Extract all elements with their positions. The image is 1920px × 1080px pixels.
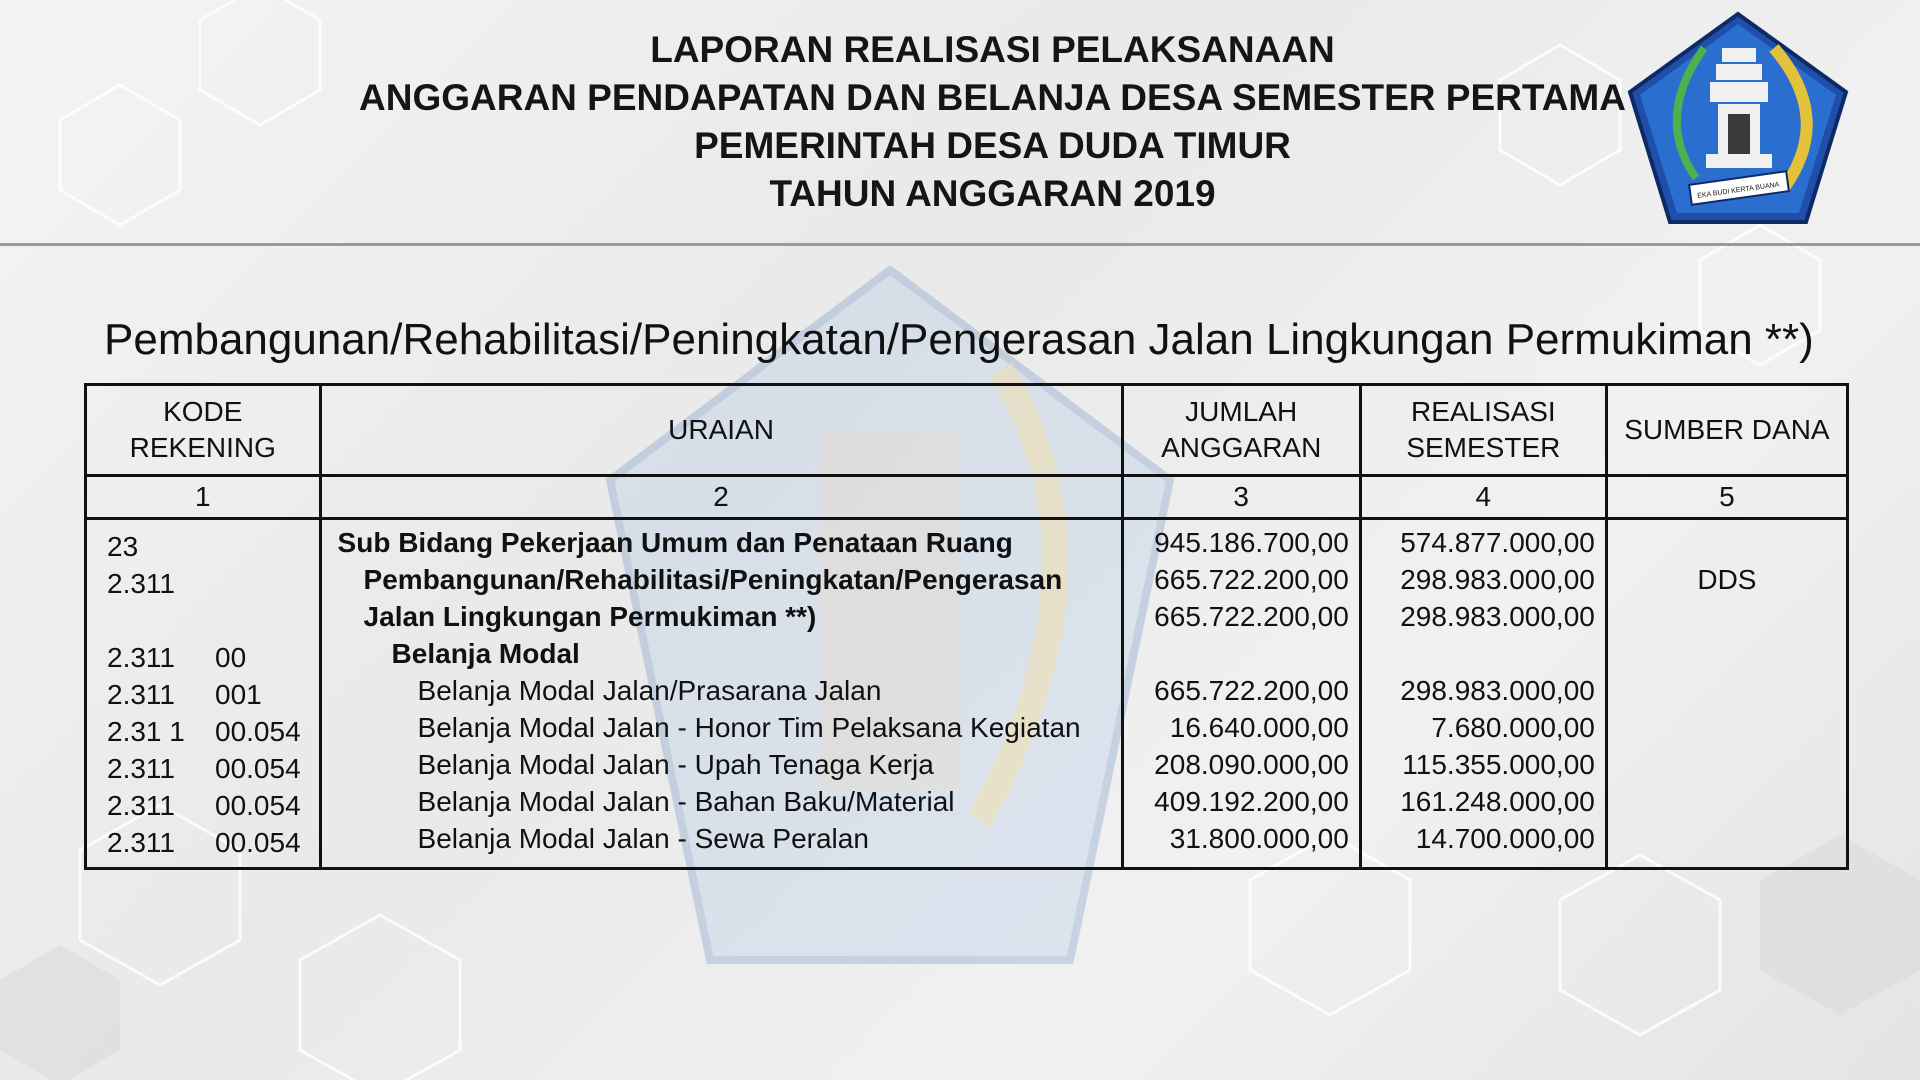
kode-row <box>87 750 319 787</box>
jumlah-value: 409.192.200,00 <box>1154 786 1349 817</box>
sumber-value <box>1608 746 1846 783</box>
sumber-value <box>1608 709 1846 746</box>
kode-row <box>87 639 319 676</box>
jumlah-value: 945.186.700,00 <box>1154 527 1349 558</box>
kode-row <box>87 787 319 824</box>
realisasi-value: 298.983.000,00 <box>1400 675 1595 706</box>
activity-subtitle: Pembangunan/Rehabilitasi/Peningkatan/Pengerasan Jalan Lingkungan Permukiman **) <box>104 315 1814 364</box>
uraian-sub-bidang: Sub Bidang Pekerjaan Umum dan Penataan Ruang <box>337 527 1013 558</box>
kode-main <box>107 602 215 639</box>
column-number: 3 <box>1122 476 1360 519</box>
jumlah-value: 16.640.000,00 <box>1169 712 1349 743</box>
column-number: 2 <box>320 476 1122 519</box>
jumlah-value: 665.722.200,00 <box>1154 675 1349 706</box>
realisasi-semester-column <box>1360 519 1606 869</box>
column-number: 5 <box>1606 476 1847 519</box>
realisasi-value: 574.877.000,00 <box>1400 527 1595 558</box>
kode-sub: 00.054 <box>215 790 301 821</box>
realisasi-value: 298.983.000,00 <box>1400 601 1595 632</box>
header-sumber-dana: SUMBER DANA <box>1606 385 1847 476</box>
realisasi-value: 298.983.000,00 <box>1400 564 1595 595</box>
kode-main: 23 <box>107 531 139 562</box>
uraian-kegiatan-cont: Jalan Lingkungan Permukiman **) <box>363 601 817 632</box>
jumlah-value: 208.090.000,00 <box>1154 749 1349 780</box>
kode-main: 2.311 <box>107 753 175 784</box>
uraian-item: Belanja Modal Jalan - Honor Tim Pelaksana Kegiatan <box>417 712 1081 743</box>
kode-sub: 00.054 <box>215 827 301 858</box>
title-line-3: PEMERINTAH DESA DUDA TIMUR <box>694 125 1291 166</box>
sumber-value <box>1608 672 1846 709</box>
header-realisasi-semester <box>1360 385 1606 476</box>
header-jumlah-line1: JUMLAH <box>1185 396 1298 427</box>
column-number-row <box>86 476 1848 519</box>
header-uraian: URAIAN <box>320 385 1122 476</box>
realisasi-value: 161.248.000,00 <box>1400 786 1595 817</box>
sumber-value <box>1608 524 1846 561</box>
kode-row <box>87 713 319 750</box>
kode-sub: 00 <box>215 642 247 673</box>
column-number: 4 <box>1360 476 1606 519</box>
uraian-item: Belanja Modal Jalan - Upah Tenaga Kerja <box>417 749 934 780</box>
report-header <box>0 0 1920 246</box>
sumber-value <box>1608 820 1846 857</box>
jumlah-value: 31.800.000,00 <box>1169 823 1349 854</box>
uraian-item: Belanja Modal Jalan/Prasarana Jalan <box>417 675 882 706</box>
uraian-item: Belanja Modal Jalan - Sewa Peralan <box>417 823 869 854</box>
sumber-dana-column <box>1606 519 1847 869</box>
kode-sub: 00.054 <box>215 716 301 747</box>
kode-row <box>87 602 319 639</box>
regency-emblem-logo <box>1624 8 1852 228</box>
header-realisasi-line2: SEMESTER <box>1406 432 1561 463</box>
kode-main: 2.311 <box>107 642 175 673</box>
realisasi-value: 115.355.000,00 <box>1402 749 1595 780</box>
title-line-1: LAPORAN REALISASI PELAKSANAAN <box>650 29 1335 70</box>
uraian-kegiatan: Pembangunan/Rehabilitasi/Peningkatan/Pengerasan <box>363 564 1063 595</box>
kode-main: 2.311 <box>107 827 175 858</box>
jumlah-value: 665.722.200,00 <box>1154 564 1349 595</box>
kode-row <box>87 676 319 713</box>
kode-row <box>87 824 319 861</box>
uraian-belanja-modal: Belanja Modal <box>391 638 580 669</box>
kode-sub: 001 <box>215 679 262 710</box>
sumber-value: DDS <box>1697 564 1757 595</box>
title-line-4: TAHUN ANGGARAN 2019 <box>769 173 1216 214</box>
realisasi-value: 14.700.000,00 <box>1415 823 1595 854</box>
title-line-2: ANGGARAN PENDAPATAN DAN BELANJA DESA SEMESTER PERTAMA <box>359 77 1626 118</box>
kode-main: 2.311 <box>107 790 175 821</box>
jumlah-value: 665.722.200,00 <box>1154 601 1349 632</box>
sumber-value <box>1608 635 1846 672</box>
jumlah-value <box>1124 635 1359 672</box>
realisasi-value <box>1362 635 1605 672</box>
sumber-value <box>1608 783 1846 820</box>
emblem-motto: EKA BUDI KERTA BUANA <box>1696 181 1780 200</box>
table-body-row <box>86 519 1848 869</box>
jumlah-anggaran-column <box>1122 519 1360 869</box>
realisasi-value: 7.680.000,00 <box>1431 712 1595 743</box>
header-jumlah-line2: ANGGARAN <box>1161 432 1322 463</box>
kode-rekening-column <box>86 519 321 869</box>
header-kode-rekening: KODE REKENING <box>86 385 321 476</box>
kode-main: 2.311 <box>107 568 175 599</box>
kode-row <box>87 528 319 565</box>
uraian-column <box>320 519 1122 869</box>
column-number: 1 <box>86 476 321 519</box>
kode-main: 2.311 <box>107 679 175 710</box>
kode-main: 2.31 1 <box>107 716 185 747</box>
uraian-item: Belanja Modal Jalan - Bahan Baku/Material <box>417 786 955 817</box>
header-jumlah-anggaran <box>1122 385 1360 476</box>
kode-row <box>87 565 319 602</box>
sumber-value <box>1608 598 1846 635</box>
header-realisasi-line1: REALISASI <box>1410 396 1556 427</box>
kode-sub: 00.054 <box>215 753 301 784</box>
budget-realization-table <box>84 383 1849 870</box>
table-header-row <box>86 385 1848 476</box>
